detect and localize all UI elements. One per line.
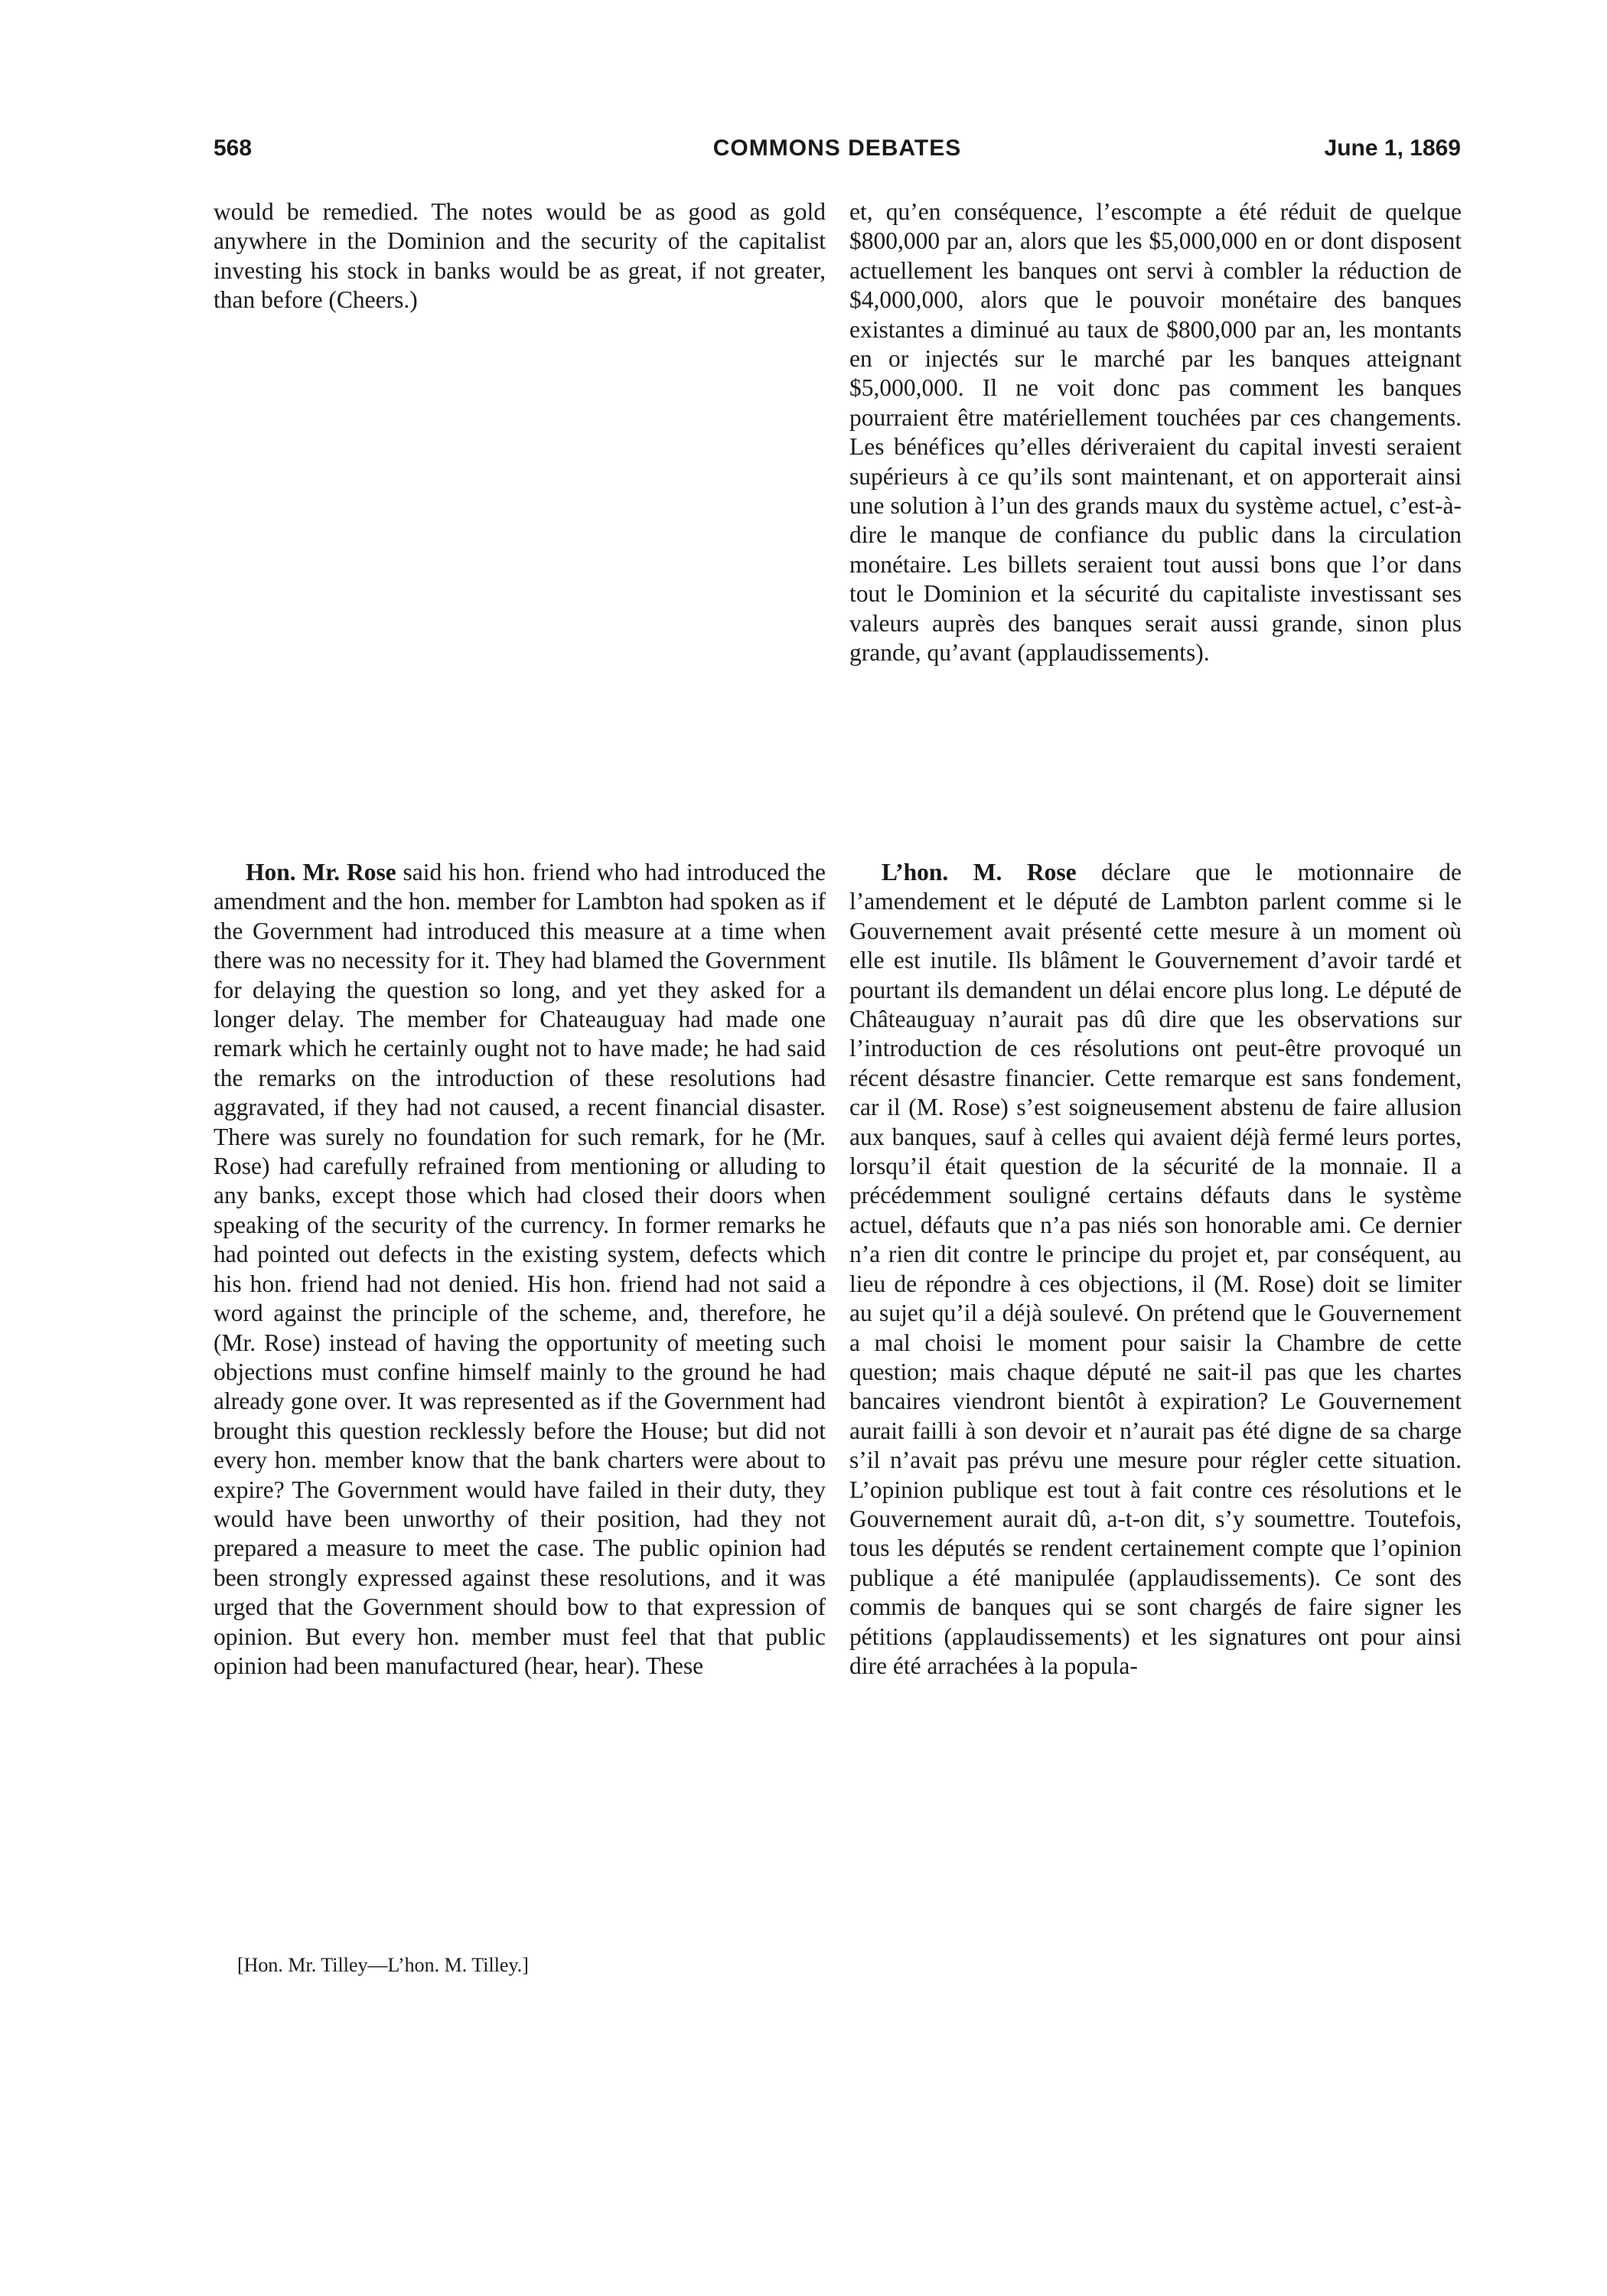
french-speech-paragraph — [849, 858, 1462, 1681]
publication-date: June 1, 1869 — [1324, 135, 1461, 161]
page-number: 568 — [214, 135, 253, 161]
french-column-top — [849, 197, 1462, 668]
page-header — [214, 135, 1461, 174]
english-speech-text: said his hon. friend who had introduced the amendment and the hon. member for Lambton had spoken as if the Government had introduced this measure at a time when there was no necessity for it. They had blamed the Government for delaying the question so long, and yet they asked for a longer delay. The member for Chateauguay had made one remark which he certainly ought not to have made; he had said the remarks on the introduction of these resolutions had aggravated, if they had not caused, a recent financial disaster. There was surely no foundation for such remark, for he (Mr. Rose) had carefully refrained from mentioning or alluding to any banks, except those which had closed their doors when speaking of the security of the currency. In former remarks he had pointed out defects in the existing system, defects which his hon. friend had not denied. His hon. friend had not said a word against the principle of the scheme, and, therefore, he (Mr. Rose) instead of having the opportunity of meeting such objections must confine himself mainly to the ground he had already gone over. It was represented as if the Government had brought this question recklessly before the House; but did not every hon. member know that the bank charters were about to expire? The Government would have failed in their duty, they would have been unworthy of their position, had they not prepared a measure to meet the case. The public opinion had been strongly expressed against these resolutions, and it was urged that the Government should bow to that expression of opinion. But every hon. member must feel that that public opinion had been manufactured (hear, hear). These — [214, 859, 826, 1679]
french-speech-text: déclare que le motionnaire de l’amendement et le député de Lambton parlent comme si le Gouvernement avait présenté cette mesure à un moment où elle est inutile. Ils blâment le Gouvernement d’avoir tardé et pourtant ils demandent un délai encore plus long. Le député de Châteauguay n’aurait pas dû dire que les observations sur l’introduction de ces résolutions ont peut-être provoqué un récent désastre financier. Cette remarque est sans fondement, car il (M. Rose) s’est soigneusement abstenu de faire allusion aux banques, sauf à celles qui avaient déjà fermé leurs portes, lorsqu’il était question de la sécurité de la monnaie. Il a précédemment souligné certains défauts dans le système actuel, défauts que n’a pas niés son honorable ami. Ce dernier n’a rien dit contre le principe du projet et, par conséquent, au lieu de répondre à ces objections, il (M. Rose) doit se limiter au sujet qu’il a déjà soulevé. On prétend que le Gouvernement a mal choisi le moment pour saisir la Chambre de cette question; mais chaque député ne sait-il pas que les chartes bancaires viendront bientôt à expiration? Le Gouvernement aurait failli à son devoir et n’aurait pas été digne de sa charge s’il n’avait pas prévu une mesure pour régler cette situation. L’opinion publique est tout à fait contre ces résolutions et le Gouvernement aurait dû, a-t-on dit, s’y soumettre. Toutefois, tous les députés se rendent certainement compte que l’opinion publique a été manipulée (applaudissements). Ce sont des commis de banques qui se sont chargés de faire signer les pétitions (applaudissements) et les signatures ont pour ainsi dire été arrachées à la popula- — [849, 859, 1462, 1679]
french-speech — [849, 858, 1462, 1681]
publication-title: COMMONS DEBATES — [712, 135, 962, 161]
french-opening-paragraph: et, qu’en conséquence, l’escompte a été réduit de quelque $800,000 par an, alors que les $5,000,000 en or dont disposent actuellement les banques ont servi à combler la réduction de $4,000,000, alors que le pouvoir monétaire des banques existantes a diminué au taux de $800,000 par an, les montants en or injectés sur le marché par les banques atteignant $5,000,000. Il ne voit donc pas comment les banques pourraient être matériellement touchées par ces changements. Les bénéfices qu’elles dériveraient du capital investi seraient supérieurs à ce qu’ils sont maintenant, et on apporterait ainsi une solution à l’un des grands maux du système actuel, c’est-à-dire le manque de confiance du public dans la circulation monétaire. Les billets seraient tout aussi bons que l’or dans tout le Dominion et la sécurité du capitaliste investissant ses valeurs auprès des banques serait aussi grande, sinon plus grande, qu’avant (applaudissements). — [849, 198, 1462, 667]
english-column-top — [214, 197, 826, 315]
english-opening-paragraph: would be remedied. The notes would be as good as gold anywhere in the Dominion and the security of the capitalist investing his stock in banks would be as great, if not greater, than before (Cheers.) — [214, 198, 826, 314]
french-speaker-name: L’hon. M. Rose — [882, 859, 1077, 885]
english-speaker-name: Hon. Mr. Rose — [246, 859, 396, 885]
page-footer-note: [Hon. Mr. Tilley—L’hon. M. Tilley.] — [237, 1954, 529, 1976]
english-speech-paragraph — [214, 858, 826, 1681]
english-speech — [214, 858, 826, 1681]
